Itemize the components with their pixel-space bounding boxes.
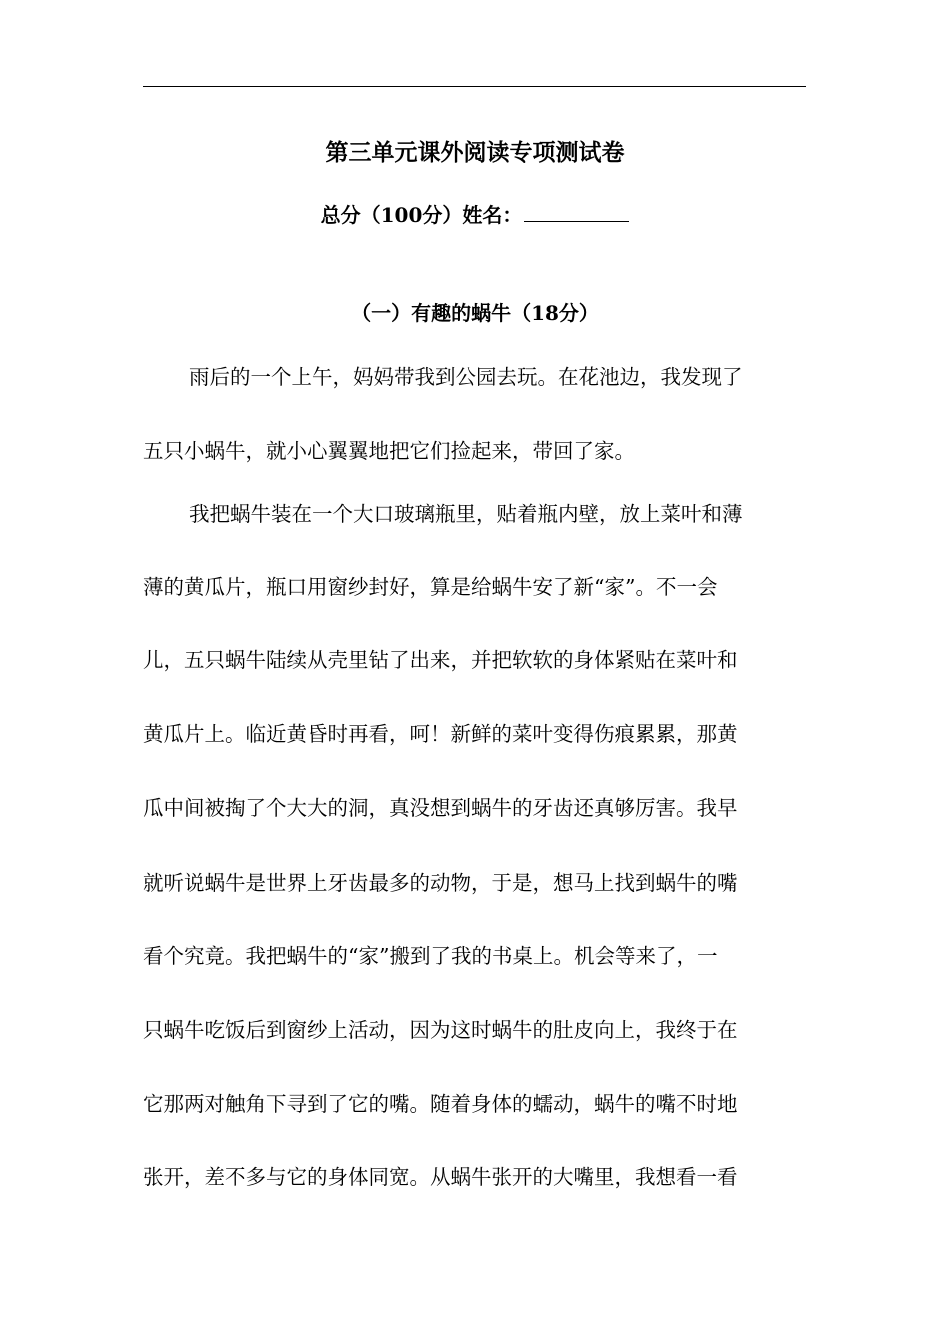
paragraph-line: 张开，差不多与它的身体同宽。从蜗牛张开的大嘴里，我想看一看	[143, 1165, 738, 1189]
paragraph-line: 黄瓜片上。临近黄昏时再看，呵！新鲜的菜叶变得伤痕累累，那黄	[143, 722, 738, 746]
paragraph-line: 薄的黄瓜片，瓶口用窗纱封好，算是给蜗牛安了新“家”。不一会	[143, 575, 718, 599]
page-title: 第三单元课外阅读专项测试卷	[325, 139, 625, 166]
paragraph-line: 我把蜗牛装在一个大口玻璃瓶里，贴着瓶内壁，放上菜叶和薄	[189, 502, 743, 526]
paragraph-line: 它那两对触角下寻到了它的嘴。随着身体的蠕动，蜗牛的嘴不时地	[143, 1092, 738, 1116]
paragraph-line: 瓜中间被掏了个大大的洞，真没想到蜗牛的牙齿还真够厉害。我早	[143, 796, 738, 820]
section-title: （一）有趣的蜗牛（18分）	[351, 301, 599, 325]
paragraph-line: 雨后的一个上午，妈妈带我到公园去玩。在花池边，我发现了	[189, 365, 743, 389]
score-name-line	[0, 199, 950, 231]
paragraph-line: 儿，五只蜗牛陆续从壳里钻了出来，并把软软的身体紧贴在菜叶和	[143, 648, 738, 672]
header-rule	[143, 86, 806, 87]
score-name-label: 总分（100分）姓名：	[320, 203, 523, 227]
paragraph-line: 只蜗牛吃饭后到窗纱上活动，因为这时蜗牛的肚皮向上，我终于在	[143, 1018, 738, 1042]
name-blank	[524, 199, 629, 222]
paragraph-line: 五只小蜗牛，就小心翼翼地把它们捡起来，带回了家。	[143, 439, 635, 463]
paragraph-line: 就听说蜗牛是世界上牙齿最多的动物，于是，想马上找到蜗牛的嘴	[143, 871, 738, 895]
paragraph-line: 看个究竟。我把蜗牛的“家”搬到了我的书桌上。机会等来了，一	[143, 944, 718, 968]
